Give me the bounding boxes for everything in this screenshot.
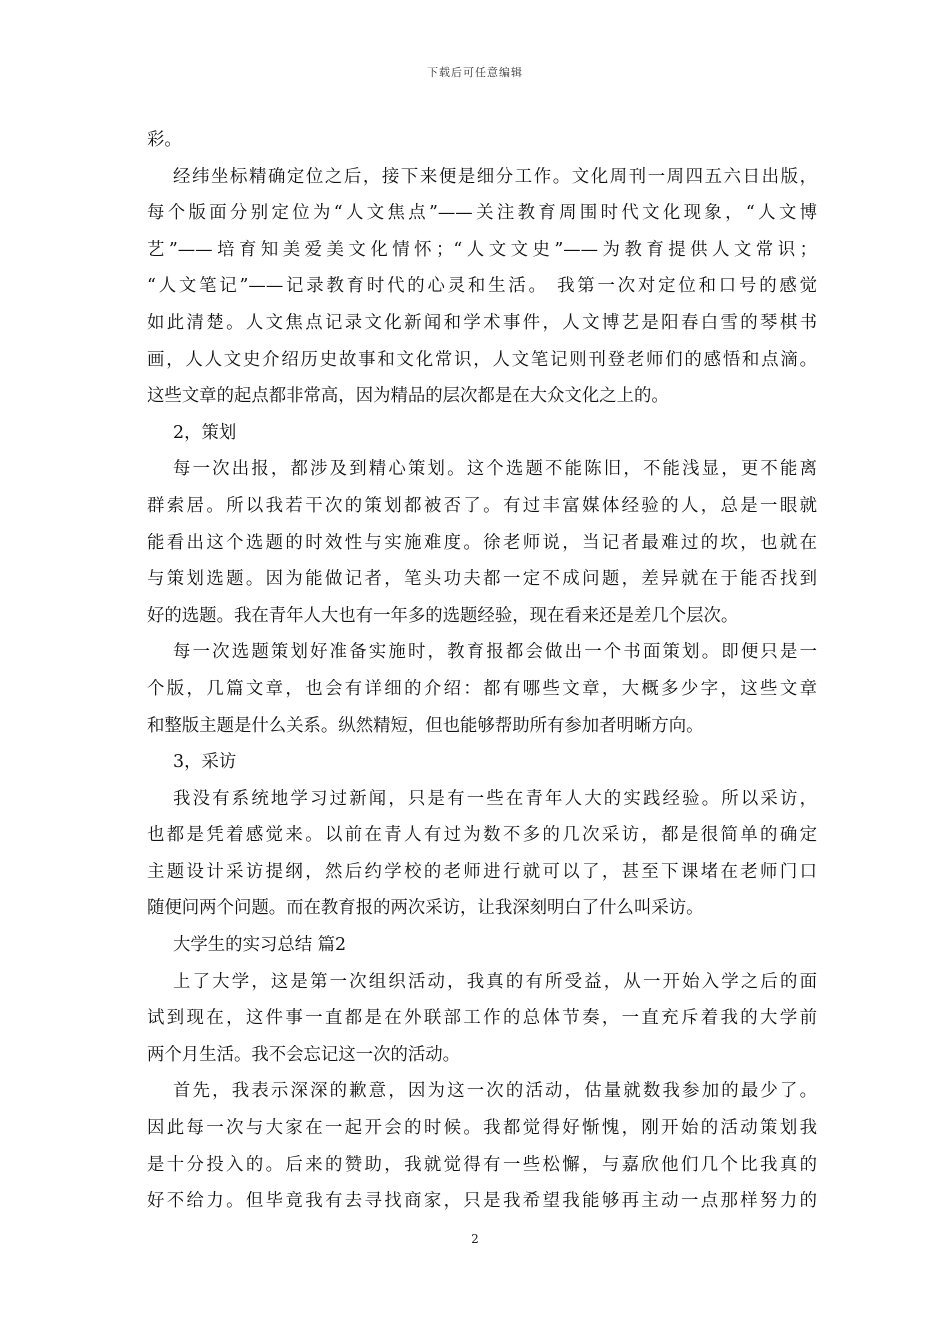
text-line: 每一次出报，都涉及到精心策划。这个选题不能陈旧，不能浅显，更不能离 xyxy=(173,459,817,480)
text-line: 2，策划 xyxy=(173,422,237,443)
text-line: 每一次选题策划好准备实施时，教育报都会做出一个书面策划。即便只是一 xyxy=(173,642,817,663)
text-line: “人文笔记”——记录教育时代的心灵和生活。 我第一次对定位和口号的感觉 xyxy=(147,276,817,297)
text-line: 上了大学，这是第一次组织活动，我真的有所受益，从一开始入学之后的面 xyxy=(173,971,817,992)
text-line: 和整版主题是什么关系。纵然精短，但也能够帮助所有参加者明晰方向。 xyxy=(147,715,704,736)
text-line: 彩。 xyxy=(147,130,182,150)
text-line: 首先，我表示深深的歉意，因为这一次的活动，估量就数我参加的最少了。 xyxy=(173,1081,817,1102)
text-line: 群索居。所以我若干次的策划都被否了。有过丰富媒体经验的人，总是一眼就 xyxy=(147,495,817,516)
text-line: 随便问两个问题。而在教育报的两次采访，让我深刻明白了什么叫采访。 xyxy=(147,898,704,919)
page-number: 2 xyxy=(471,1232,479,1246)
text-line: 是十分投入的。后来的赞助，我就觉得有一些松懈，与嘉欣他们几个比我真的 xyxy=(147,1154,817,1175)
text-line: 大学生的实习总结 篇2 xyxy=(173,935,347,956)
text-line: 如此清楚。人文焦点记录文化新闻和学术事件，人文博艺是阳春白雪的琴棋书 xyxy=(147,312,817,333)
text-line: 个版，几篇文章，也会有详细的介绍：都有哪些文章，大概多少字，这些文章 xyxy=(147,678,817,699)
text-line: 我没有系统地学习过新闻，只是有一些在青年人大的实践经验。所以采访， xyxy=(173,788,817,809)
text-line: 两个月生活。我不会忘记这一次的活动。 xyxy=(147,1044,461,1065)
document-body xyxy=(147,122,817,1220)
page-header: 下载后可任意编辑 xyxy=(427,66,523,79)
text-line: 这些文章的起点都非常高，因为精品的层次都是在大众文化之上的。 xyxy=(147,386,669,407)
text-line: 因此每一次与大家在一起开会的时候。我都觉得好惭愧，刚开始的活动策划我 xyxy=(147,1118,817,1139)
text-line: 3，采访 xyxy=(173,752,237,773)
text-line: 也都是凭着感觉来。以前在青人有过为数不多的几次采访，都是很简单的确定 xyxy=(147,825,817,846)
text-line: 艺”——培育知美爱美文化情怀；“人文文史”——为教育提供人文常识； xyxy=(147,239,817,260)
text-line: 画，人人文史介绍历史故事和文化常识，人文笔记则刊登老师们的感悟和点滴。 xyxy=(147,349,817,370)
text-line: 主题设计采访提纲，然后约学校的老师进行就可以了，甚至下课堵在老师门口 xyxy=(147,861,817,882)
text-line: 与策划选题。因为能做记者，笔头功夫都一定不成问题，差异就在于能否找到 xyxy=(147,569,817,590)
text-line: 好不给力。但毕竟我有去寻找商家，只是我希望我能够再主动一点那样努力的 xyxy=(147,1191,817,1212)
text-line: 每个版面分别定位为“人文焦点”——关注教育周围时代文化现象，“人文博 xyxy=(147,203,817,224)
text-line: 能看出这个选题的时效性与实施难度。徐老师说，当记者最难过的坎，也就在 xyxy=(147,532,817,553)
text-line: 好的选题。我在青年人大也有一年多的选题经验，现在看来还是差几个层次。 xyxy=(147,605,739,626)
text-line: 试到现在，这件事一直都是在外联部工作的总体节奏，一直充斥着我的大学前 xyxy=(147,1008,817,1029)
text-line: 经纬坐标精确定位之后，接下来便是细分工作。文化周刊一周四五六日出版， xyxy=(173,166,817,187)
